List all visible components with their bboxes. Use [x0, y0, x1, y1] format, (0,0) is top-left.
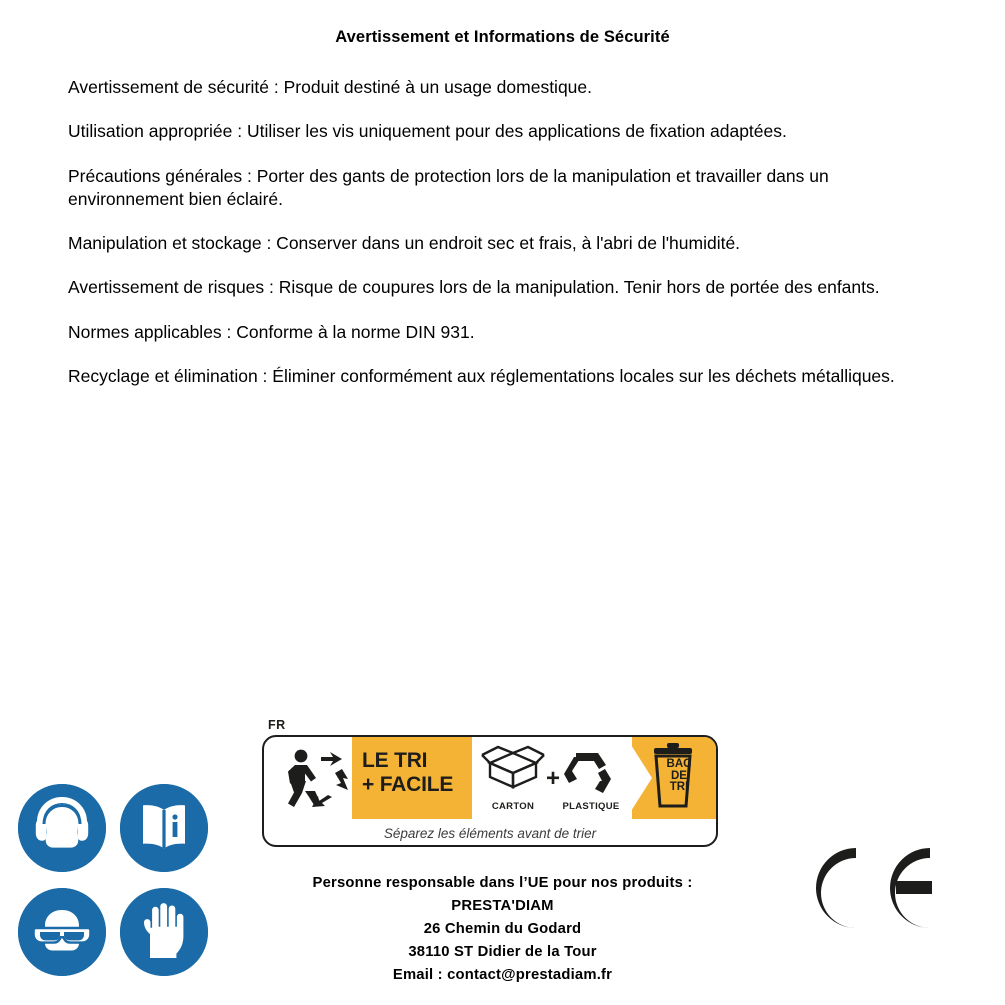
tri-country-code: FR	[268, 718, 286, 732]
ear-protection-icon	[18, 784, 106, 872]
safety-information-body	[68, 76, 930, 388]
tri-bin-label	[656, 759, 702, 794]
tri-bin-line2: DE	[671, 769, 687, 782]
ce-marking-icon	[800, 840, 950, 936]
responsible-person-intro: Personne responsable dans l’UE pour nos produits :	[312, 875, 693, 891]
tri-headline-line2: + FACILE	[362, 772, 454, 796]
tri-bin-line3: TRI	[669, 781, 689, 794]
tri-item-plastique	[554, 743, 628, 812]
tri-item-carton-label: CARTON	[491, 801, 535, 812]
tri-headline	[362, 749, 470, 796]
responsible-person-company: PRESTA'DIAM	[451, 897, 554, 914]
safety-paragraph: Normes applicables : Conforme à la norme DIN 931.	[68, 321, 475, 342]
responsible-person-city: 38110 ST Didier de la Tour	[408, 943, 597, 960]
responsible-person-street: 26 Chemin du Godard	[423, 920, 582, 937]
tri-plus-separator: +	[546, 765, 561, 792]
tri-label-frame	[262, 735, 718, 847]
tri-item-carton	[476, 743, 550, 812]
safety-paragraph: Manipulation et stockage : Conserver dans un endroit sec et frais, à l'abri de l'humidité.	[68, 233, 741, 254]
safety-paragraph: Utilisation appropriée : Utiliser les vis uniquement pour des applications de fixation adaptées.	[68, 121, 787, 142]
safety-paragraph: Avertissement de risques : Risque de coupures lors de la manipulation. Tenir hors de portée des enfants.	[68, 277, 880, 298]
tri-footer-text: Séparez les éléments avant de trier	[383, 825, 597, 841]
tri-bin-line1: BAC	[666, 758, 692, 770]
safety-paragraph: Avertissement de sécurité : Produit destiné à un usage domestique.	[68, 77, 593, 97]
recycling-sorting-label	[262, 718, 720, 850]
read-instructions-icon	[120, 784, 208, 872]
triman-icon	[272, 743, 350, 815]
tri-headline-line1: LE TRI	[362, 749, 428, 772]
safety-paragraph: Recyclage et élimination : Éliminer conformément aux réglementations locales sur les déchets métalliques.	[68, 365, 895, 386]
tri-item-plastique-label: PLASTIQUE	[562, 801, 620, 812]
responsible-person-email: Email : contact@prestadiam.fr	[392, 966, 613, 983]
page-title: Avertissement et Informations de Sécurité	[335, 28, 670, 46]
safety-paragraph: Précautions générales : Porter des gants de protection lors de la manipulation et travailler dans un environnement bien éclairé.	[68, 165, 829, 209]
